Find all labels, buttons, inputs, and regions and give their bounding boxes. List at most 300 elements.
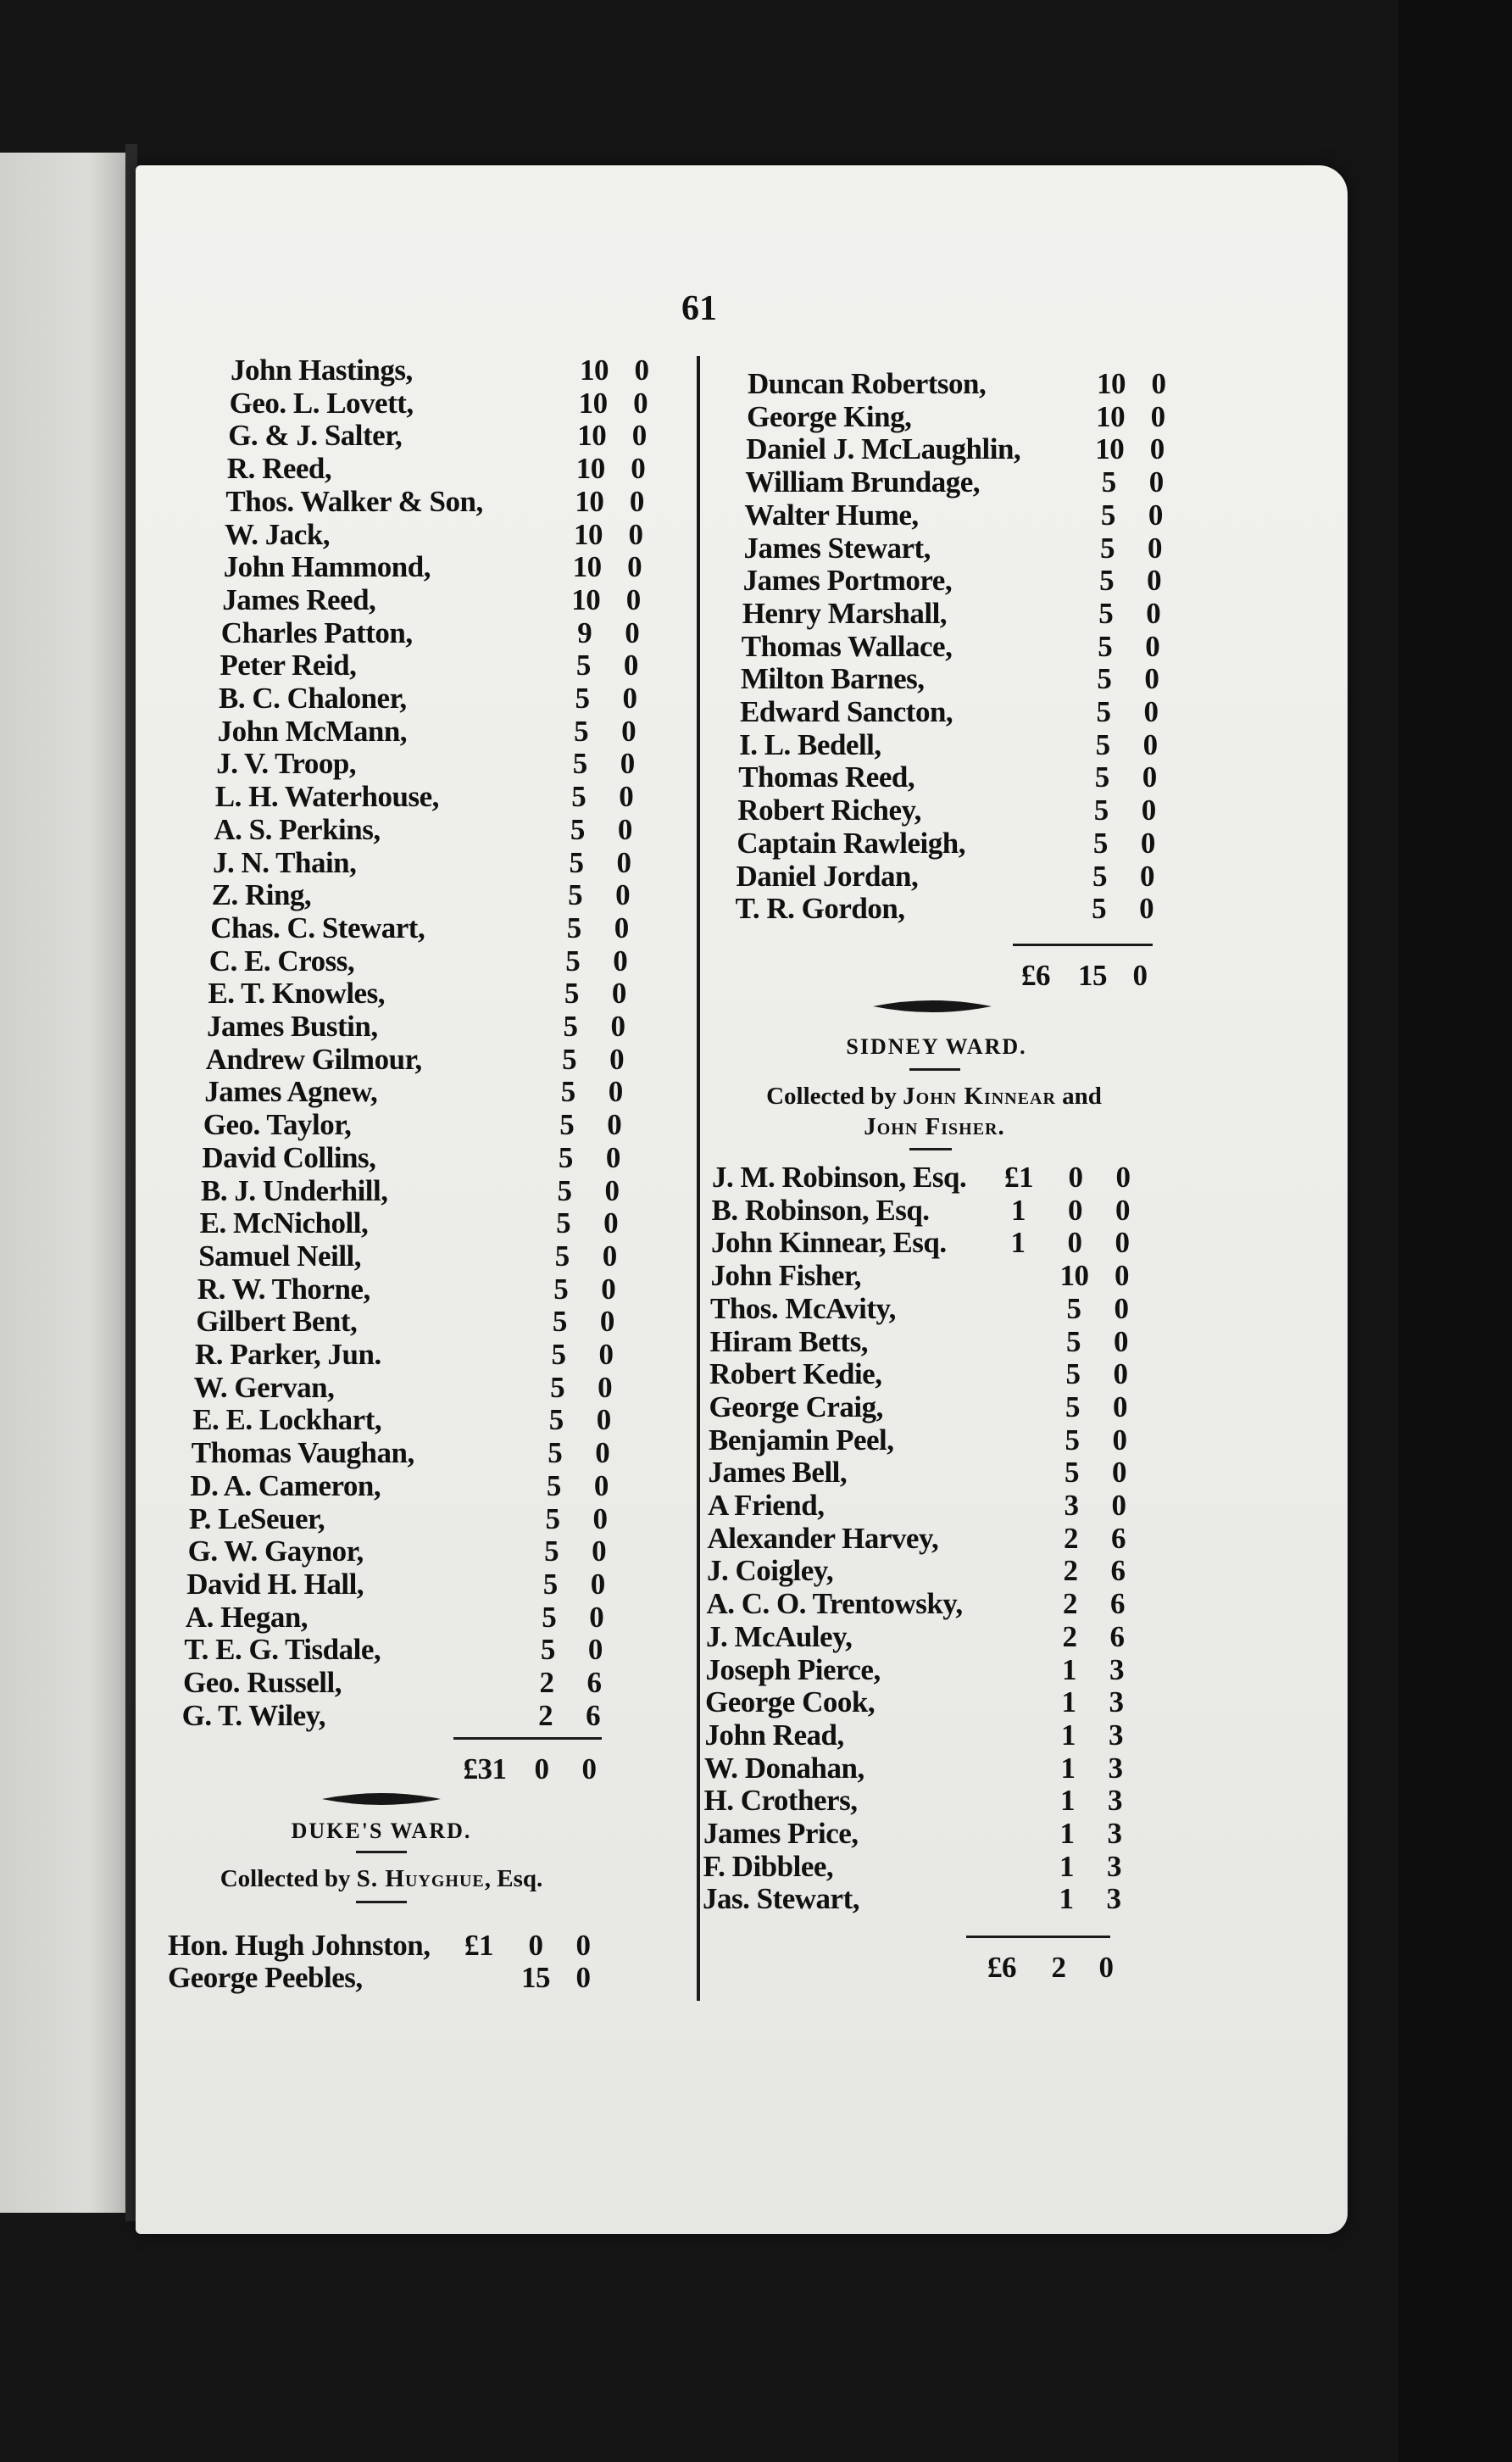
subscriber-row	[709, 1358, 1142, 1390]
subscriber-row	[215, 781, 648, 813]
subscriber-name: J. McAuley,	[706, 1619, 853, 1653]
amount-shillings: 2	[1064, 1521, 1078, 1555]
heading-rule	[356, 1851, 407, 1853]
amount-shillings: 5	[565, 944, 581, 978]
amount-pence: 0	[1115, 1259, 1129, 1293]
amount-pence: 0	[598, 1370, 613, 1404]
subscriber-row	[212, 879, 644, 911]
subscriber-row	[737, 861, 1169, 893]
subscriber-row	[221, 617, 653, 649]
subscriber-row	[703, 1851, 1136, 1883]
subscriber-row	[227, 453, 659, 485]
subscriber-name: Alexander Harvey,	[707, 1521, 939, 1555]
amount-pence: 0	[596, 1403, 611, 1437]
collector-suffix: .	[998, 1113, 1004, 1140]
subscriber-row	[741, 663, 1173, 695]
subscriber-name: G. T. Wiley,	[181, 1698, 325, 1732]
subscriber-name: R. Parker, Jun.	[195, 1338, 381, 1371]
amount-pence: 0	[575, 1929, 591, 1962]
amount-shillings: 10	[571, 582, 601, 616]
amount-pence: 0	[613, 944, 628, 978]
subscriber-name: Andrew Gilmour,	[205, 1042, 422, 1076]
subscriber-row	[188, 1535, 620, 1568]
subscriber-name: George King,	[747, 399, 912, 433]
subscriber-name: George Craig,	[709, 1390, 883, 1423]
subscriber-name: Duncan Robertson,	[748, 367, 987, 400]
amount-pounds: 1	[1010, 1226, 1026, 1260]
amount-shillings: 5	[1097, 662, 1112, 696]
subscriber-row	[708, 1490, 1140, 1522]
column-divider	[697, 356, 700, 2001]
subscriber-name: R. W. Thorne,	[197, 1272, 370, 1306]
amount-shillings: 5	[1065, 1390, 1080, 1423]
amount-pence: 0	[623, 649, 638, 682]
subscriber-name: Gilbert Bent,	[196, 1305, 358, 1339]
amount-shillings: 1	[1062, 1652, 1076, 1686]
subscriber-row	[222, 584, 654, 616]
amount-shillings: 5	[1092, 859, 1107, 893]
amount-shillings: 0	[1068, 1193, 1082, 1227]
amount-pence: 0	[622, 682, 637, 715]
subscriber-name: Robert Richey,	[737, 794, 921, 827]
amount-shillings: 10	[1095, 432, 1125, 466]
amount-pence: 0	[589, 1600, 604, 1634]
amount-pence: 0	[592, 1501, 608, 1535]
subscriber-row	[225, 486, 658, 518]
subscriber-row	[707, 1555, 1139, 1587]
heading-rule	[909, 1148, 952, 1150]
subscriber-name: Z. Ring,	[211, 878, 312, 912]
amount-pence: 6	[1110, 1587, 1125, 1621]
subscriber-row	[704, 1785, 1137, 1817]
amount-pence: 0	[593, 1468, 609, 1502]
subscriber-name: James Reed,	[222, 582, 376, 616]
amount-pence: 0	[609, 1042, 625, 1076]
subscriber-name: D. A. Cameron,	[190, 1468, 381, 1502]
subscriber-name: Henry Marshall,	[742, 596, 948, 630]
subscriber-row	[200, 1207, 632, 1239]
amount-shillings: 5	[1099, 564, 1115, 598]
amount-shillings: 1	[1059, 1849, 1074, 1883]
sidney-ward-collector-line	[714, 1081, 1154, 1142]
collector-name: S. Huyghue	[356, 1865, 485, 1892]
subscriber-name: Milton Barnes,	[740, 662, 925, 696]
amount-pence: 0	[631, 452, 646, 486]
subscriber-row	[710, 1326, 1142, 1358]
amount-shillings: 5	[548, 1436, 563, 1470]
subscriber-row	[196, 1306, 628, 1338]
subscriber-name: George Cook,	[705, 1685, 876, 1719]
amount-pence: 0	[590, 1567, 605, 1601]
subscriber-row	[709, 1424, 1141, 1457]
amount-shillings: 5	[1096, 695, 1111, 728]
amount-shillings: 10	[578, 386, 608, 420]
amount-pence: 0	[575, 1961, 591, 1994]
amount-pence: 3	[1109, 1718, 1123, 1752]
amount-pence: 0	[608, 1075, 623, 1109]
amount-pence: 0	[1148, 465, 1164, 499]
subscriber-name: T. E. G. Tisdale,	[184, 1633, 381, 1667]
amount-shillings: 2	[1063, 1587, 1077, 1621]
amount-shillings: 10	[1059, 1259, 1089, 1293]
subscriber-row	[740, 696, 1172, 728]
amount-pence: 3	[1106, 1882, 1121, 1916]
subscriber-row	[201, 1175, 633, 1207]
amount-pence: 0	[1142, 727, 1158, 761]
subscriber-name: Thomas Reed,	[738, 760, 915, 794]
amount-pence: 6	[1110, 1554, 1126, 1588]
amount-shillings: 5	[1065, 1423, 1080, 1457]
subscriber-row	[192, 1437, 624, 1469]
amount-pence: 0	[1115, 1226, 1130, 1260]
subscriber-name: Edward Sancton,	[740, 695, 953, 728]
subscriber-name: James Price,	[703, 1817, 859, 1850]
amount-pence: 0	[1140, 826, 1155, 860]
subscriber-row	[186, 1601, 618, 1634]
dukes-ward-heading: DUKE'S WARD.	[291, 1819, 472, 1843]
subscriber-row	[710, 1293, 1142, 1325]
scanner-background	[1398, 0, 1512, 2462]
amount-shillings: 10	[580, 354, 609, 387]
subscriber-name: Charles Patton,	[220, 616, 413, 649]
amount-pence: 0	[611, 977, 626, 1011]
subscriber-name: B. C. Chaloner,	[219, 682, 407, 715]
amount-pence: 0	[619, 780, 634, 814]
amount-pence: 0	[1115, 1193, 1130, 1227]
subscriber-name: A Friend,	[708, 1489, 825, 1522]
amount-shillings: 2	[1062, 1619, 1077, 1653]
amount-shillings: 0	[528, 1929, 543, 1962]
subscriber-name: Daniel J. McLaughlin,	[746, 432, 1021, 466]
subscriber-row	[748, 368, 1180, 400]
total-pounds: £6	[987, 1951, 1016, 1984]
amount-shillings: 10	[1096, 399, 1126, 433]
left-total-rule	[453, 1737, 602, 1740]
amount-pence: 0	[1151, 367, 1166, 400]
total-pounds: £31	[463, 1752, 507, 1785]
amount-shillings: 5	[564, 977, 579, 1011]
subscriber-row	[214, 814, 646, 846]
subscriber-row	[711, 1227, 1143, 1259]
amount-shillings: 5	[574, 714, 589, 748]
total-pounds: £6	[1021, 959, 1050, 992]
amount-pence: 0	[1150, 399, 1165, 433]
amount-shillings: 5	[542, 1600, 557, 1634]
subscriber-row	[746, 433, 1178, 465]
amount-shillings: 5	[542, 1567, 558, 1601]
total-shillings: 0	[534, 1752, 549, 1785]
amount-shillings: 10	[1097, 367, 1126, 400]
amount-shillings: 5	[551, 1338, 566, 1371]
amount-pence: 0	[604, 1173, 620, 1207]
amount-pence: 0	[621, 714, 636, 748]
amount-pence: 0	[631, 419, 647, 453]
subscriber-row	[192, 1404, 625, 1436]
amount-pence: 0	[1140, 859, 1154, 893]
subscriber-row	[709, 1457, 1141, 1489]
subscriber-name: Thos. McAvity,	[710, 1291, 896, 1325]
amount-pence: 0	[602, 1239, 617, 1273]
subscriber-row	[224, 551, 656, 583]
subscriber-row	[745, 466, 1177, 499]
amount-shillings: 2	[1063, 1554, 1078, 1588]
subscriber-name: Thomas Wallace,	[741, 629, 953, 663]
total-pence: 0	[581, 1752, 597, 1785]
amount-shillings: 5	[1095, 727, 1110, 761]
dukes-ward-collector-line	[161, 1863, 602, 1894]
subscriber-name: James Portmore,	[742, 564, 953, 598]
amount-shillings: 5	[1065, 1357, 1081, 1391]
subscriber-name: John Hammond,	[223, 550, 431, 584]
amount-pence: 3	[1108, 1784, 1122, 1818]
subscriber-row	[220, 649, 652, 682]
total-pence: 0	[1132, 959, 1148, 992]
amount-shillings: 1	[1060, 1751, 1076, 1785]
subscriber-name: James Bustin,	[207, 1010, 378, 1043]
amount-pence: 0	[1148, 531, 1162, 565]
amount-pence: 0	[1145, 629, 1160, 663]
collector-conjunction: and	[1062, 1083, 1102, 1110]
subscriber-name: A. S. Perkins,	[214, 812, 381, 846]
subscriber-name: Walter Hume,	[744, 498, 919, 532]
subscriber-name: Peter Reid,	[220, 649, 357, 682]
amount-pence: 6	[1111, 1521, 1126, 1555]
subscriber-name: J. Coigley,	[707, 1554, 834, 1588]
left-total-row	[441, 1753, 610, 1785]
total-shillings: 15	[1078, 959, 1107, 992]
amount-pence: 0	[598, 1338, 614, 1371]
subscriber-name: J. N. Thain,	[213, 845, 357, 879]
heading-rule	[909, 1068, 960, 1071]
amount-pence: 0	[1114, 1291, 1129, 1325]
subscriber-name: W. Gervan,	[193, 1370, 335, 1404]
subscriber-name: David H. Hall,	[186, 1567, 364, 1601]
amount-pence: 3	[1107, 1849, 1121, 1883]
subscriber-row	[742, 598, 1175, 630]
amount-shillings: 5	[569, 845, 584, 879]
amount-pence: 3	[1108, 1751, 1123, 1785]
subscriber-name: Jas. Stewart,	[703, 1882, 859, 1916]
subscriber-name: Geo. L. Lovett,	[229, 386, 414, 420]
subscriber-row	[208, 978, 640, 1010]
amount-shillings: 5	[556, 1206, 571, 1240]
collector-suffix: , Esq.	[484, 1865, 543, 1892]
amount-shillings: 10	[577, 419, 607, 453]
subscriber-name: James Agnew,	[204, 1075, 378, 1109]
subscriber-name: J. M. Robinson, Esq.	[712, 1161, 967, 1194]
subscriber-row	[168, 1962, 604, 1994]
collector-name-1: John Kinnear	[903, 1083, 1056, 1110]
amount-shillings: 5	[545, 1501, 560, 1535]
amount-pence: 0	[628, 517, 643, 551]
subscriber-name: J. V. Troop,	[216, 747, 357, 781]
amount-pence: 0	[1141, 794, 1156, 827]
subscriber-name: T. R. Gordon,	[735, 892, 905, 926]
subscriber-row	[168, 1930, 604, 1962]
amount-pounds: 1	[1011, 1193, 1026, 1227]
amount-shillings: 5	[1098, 629, 1113, 663]
amount-pence: 0	[625, 582, 641, 616]
right-total-row	[992, 960, 1161, 992]
subscriber-row	[207, 1011, 639, 1043]
amount-shillings: 10	[574, 517, 603, 551]
subscriber-name: A. C. O. Trentowsky,	[706, 1587, 963, 1621]
subscriber-row	[213, 847, 645, 879]
amount-pence: 0	[1147, 564, 1162, 598]
amount-shillings: 5	[558, 1140, 573, 1174]
subscriber-row	[197, 1273, 630, 1306]
subscriber-name: Geo. Taylor,	[203, 1108, 352, 1142]
subscriber-row	[703, 1818, 1136, 1850]
amount-shillings: 5	[540, 1633, 555, 1667]
subscriber-row	[195, 1339, 627, 1371]
amount-shillings: 1	[1060, 1784, 1075, 1818]
subscriber-row	[231, 354, 663, 387]
subscriber-row	[184, 1634, 616, 1666]
subscriber-row	[742, 631, 1174, 663]
subscriber-row	[706, 1654, 1138, 1686]
section-ornament	[322, 1789, 441, 1809]
subscriber-row	[704, 1752, 1137, 1785]
amount-shillings: 1	[1061, 1685, 1076, 1719]
subscriber-row	[747, 401, 1179, 433]
amount-pence: 0	[1139, 892, 1154, 926]
subscriber-row	[737, 827, 1169, 860]
subscriber-name: W. Donahan,	[704, 1751, 864, 1785]
amount-shillings: 5	[1094, 760, 1109, 794]
amount-pence: 0	[1148, 498, 1163, 532]
amount-shillings: 5	[560, 1075, 575, 1109]
subscriber-row	[225, 519, 657, 551]
amount-shillings: 5	[575, 682, 590, 715]
subscriber-row	[219, 682, 651, 715]
amount-shillings: 5	[572, 747, 587, 781]
amount-pence: 3	[1109, 1652, 1124, 1686]
sidney-total-rule	[966, 1936, 1110, 1938]
amount-shillings: 5	[550, 1370, 565, 1404]
amount-shillings: 5	[1092, 892, 1107, 926]
amount-shillings: 5	[1100, 498, 1115, 532]
subscriber-name: Hiram Betts,	[709, 1324, 868, 1358]
amount-pence: 0	[1115, 1161, 1131, 1194]
amount-shillings: 5	[559, 1108, 575, 1142]
subscriber-name: Joseph Pierce,	[705, 1652, 881, 1686]
subscriber-name: John McMann,	[217, 714, 408, 748]
total-pence: 0	[1098, 1951, 1114, 1984]
amount-pence: 0	[1112, 1423, 1127, 1457]
subscriber-row	[230, 387, 662, 420]
subscriber-name: James Bell,	[708, 1456, 848, 1490]
amount-pence: 0	[615, 878, 631, 912]
subscriber-row	[206, 1044, 638, 1076]
subscriber-name: Daniel Jordan,	[736, 859, 919, 893]
subscriber-row	[739, 729, 1171, 761]
total-shillings: 2	[1051, 1951, 1066, 1984]
amount-pence: 0	[599, 1305, 614, 1339]
amount-pounds: £1	[1004, 1161, 1033, 1194]
amount-pence: 0	[614, 911, 629, 944]
subscriber-name: C. E. Cross,	[208, 944, 355, 978]
amount-shillings: 5	[1101, 465, 1116, 499]
subscriber-name: George Peebles,	[168, 1961, 363, 1994]
subscriber-name: Geo. Russell,	[183, 1666, 342, 1699]
amount-pence: 0	[617, 812, 632, 846]
previous-page-edge	[0, 153, 127, 2213]
amount-pence: 0	[1144, 662, 1159, 696]
amount-shillings: 5	[562, 1042, 577, 1076]
amount-shillings: 15	[521, 1961, 550, 1994]
amount-pence: 6	[586, 1698, 601, 1732]
subscriber-name: A. Hegan,	[185, 1600, 309, 1634]
subscriber-row	[183, 1667, 615, 1699]
amount-shillings: 5	[575, 649, 591, 682]
amount-shillings: 0	[1067, 1226, 1082, 1260]
amount-pence: 0	[1111, 1489, 1126, 1522]
subscriber-row	[703, 1883, 1135, 1915]
subscriber-name: L. H. Waterhouse,	[214, 780, 439, 814]
amount-pence: 0	[625, 616, 640, 649]
amount-shillings: 5	[570, 812, 585, 846]
amount-shillings: 5	[563, 1010, 578, 1043]
sidney-total-row	[958, 1952, 1127, 1984]
amount-shillings: 5	[1066, 1291, 1081, 1325]
right-total-rule	[1013, 944, 1153, 946]
subscriber-name: G. W. Gaynor,	[187, 1535, 364, 1568]
subscriber-row	[707, 1588, 1139, 1620]
amount-shillings: 5	[1066, 1324, 1081, 1358]
amount-pence: 0	[1143, 695, 1159, 728]
subscriber-row	[210, 912, 642, 944]
amount-shillings: 5	[553, 1272, 569, 1306]
amount-shillings: 9	[577, 616, 592, 649]
amount-pence: 0	[601, 1272, 616, 1306]
amount-shillings: 10	[575, 484, 604, 518]
subscriber-row	[736, 893, 1168, 925]
collector-name-2: John Fisher	[864, 1113, 998, 1140]
amount-shillings: 5	[552, 1305, 567, 1339]
collected-by-label: Collected by	[220, 1865, 351, 1892]
subscriber-row	[737, 794, 1170, 827]
amount-pence: 6	[586, 1666, 602, 1699]
subscriber-name: Chas. C. Stewart,	[210, 911, 425, 944]
subscriber-name: H. Crothers,	[703, 1784, 858, 1818]
amount-shillings: 1	[1059, 1817, 1075, 1850]
subscriber-row	[182, 1700, 614, 1732]
subscriber-name: B. J. Underhill,	[201, 1173, 388, 1207]
amount-shillings: 5	[566, 911, 581, 944]
subscriber-row	[743, 565, 1176, 597]
amount-pence: 0	[627, 550, 642, 584]
subscriber-name: John Fisher,	[710, 1259, 861, 1293]
subscriber-row	[705, 1686, 1137, 1718]
amount-shillings: 5	[1093, 794, 1109, 827]
subscriber-row	[186, 1568, 619, 1601]
subscriber-row	[198, 1240, 631, 1273]
subscriber-name: P. LeSeuer,	[189, 1501, 325, 1535]
amount-pence: 0	[595, 1436, 610, 1470]
amount-pence: 0	[634, 354, 649, 387]
subscriber-row	[744, 532, 1176, 565]
subscriber-row	[712, 1161, 1144, 1194]
subscriber-row	[712, 1195, 1144, 1227]
subscriber-row	[705, 1719, 1137, 1752]
amount-shillings: 5	[557, 1173, 572, 1207]
amount-pence: 0	[605, 1140, 620, 1174]
subscriber-name: John Hastings,	[231, 354, 413, 387]
subscriber-name: E. E. Lockhart,	[192, 1403, 382, 1437]
subscriber-row	[216, 748, 648, 780]
subscriber-name: James Stewart,	[743, 531, 931, 565]
